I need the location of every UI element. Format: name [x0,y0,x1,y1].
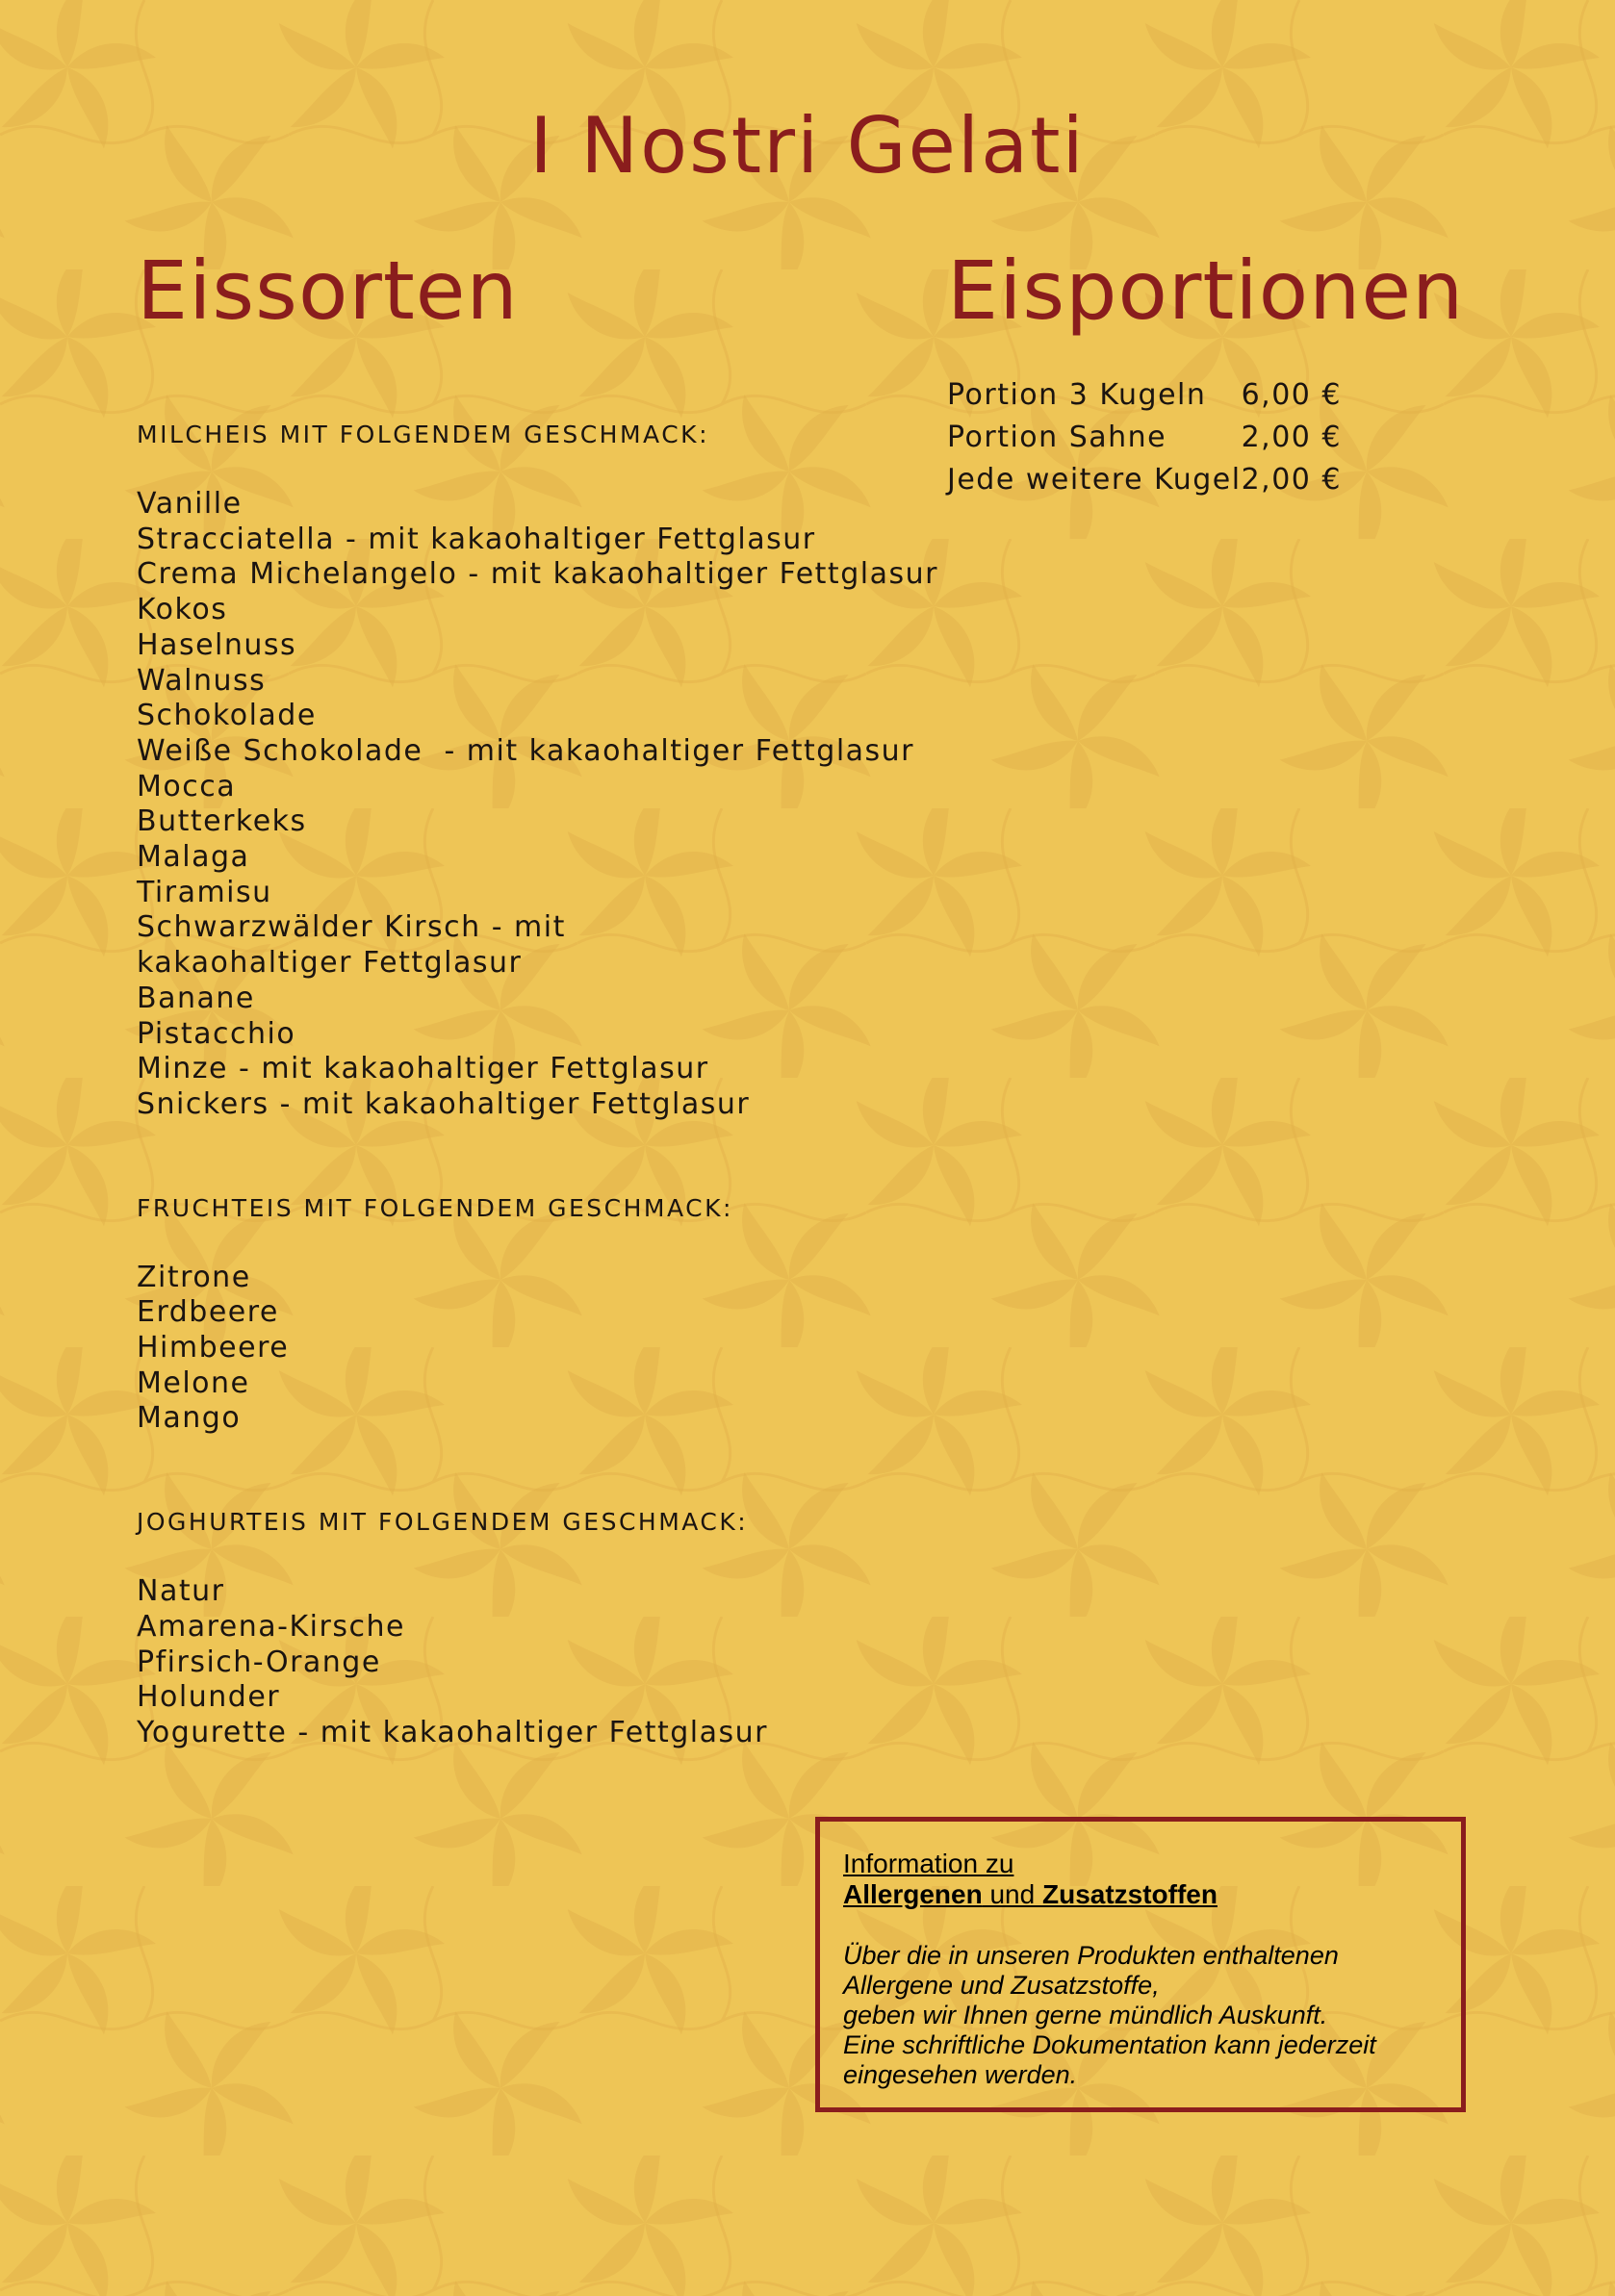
flavor-item: Snickers - mit kakaohaltiger Fettglasur [137,1086,751,1121]
allergen-info-box [815,1817,1466,2112]
info-heading-line2 [843,1879,1438,1910]
info-body-line: Eine schriftliche Dokumentation kann jederzeit [843,2030,1376,2059]
flavor-item: Zitrone [137,1260,251,1294]
flavor-item: Pfirsich-Orange [137,1645,381,1679]
price-row [947,373,1342,416]
section-title: JOGHURTEIS MIT FOLGENDEM GESCHMACK: [137,1508,749,1537]
fruit-ice-items [137,1261,964,1438]
flavor-item: Schokolade [137,699,317,733]
info-body-line: geben wir Ihnen gerne mündlich Auskunft. [843,2001,1328,2029]
flavor-item: Mango [137,1401,242,1436]
fruit-ice-section [137,1193,964,1438]
flavor-item: Crema Michelangelo - mit kakaohaltiger Fettglasur [137,557,938,592]
yogurt-ice-section [137,1507,964,1751]
flavor-item: Weiße Schokolade - mit kakaohaltiger Fettglasur [137,733,915,768]
portion-name: Portion 3 Kugeln [947,377,1207,412]
flavor-item: Banane [137,981,255,1015]
flavors-heading: Eissorten [137,243,519,338]
flavor-item: Kokos [137,593,228,627]
flavor-item: Malaga [137,840,250,875]
portion-name: Portion Sahne [947,420,1167,454]
flavor-item: Melone [137,1365,250,1400]
portions-price-table [947,373,1342,500]
flavor-item: Schwarzwälder Kirsch - mit [137,910,566,945]
flavor-item: Tiramisu [137,875,272,909]
section-title: MILCHEIS MIT FOLGENDEM GESCHMACK: [137,421,709,448]
flavor-item: Himbeere [137,1331,290,1365]
flavor-item: Haselnuss [137,627,297,662]
portion-price: 6,00 € [1241,377,1343,412]
flavor-item: Natur [137,1574,225,1609]
flavor-item: Vanille [137,487,243,521]
flavor-item: Yogurette - mit kakaohaltiger Fettglasur [137,1715,768,1749]
flavor-item: kakaohaltiger Fettglasur [137,946,523,981]
flavor-item: Mocca [137,769,237,804]
price-row [947,416,1342,458]
info-body-line: Allergene und Zusatzstoffe, [843,1971,1160,2000]
flavor-item: Minze - mit kakaohaltiger Fettglasur [137,1052,709,1086]
price-row [947,458,1342,500]
flavor-item: Butterkeks [137,804,307,839]
flavor-item: Holunder [137,1680,281,1715]
and-label: und [982,1879,1042,1909]
flavor-item: Amarena-Kirsche [137,1609,405,1644]
info-heading-line1: Information zu [843,1849,1014,1878]
info-body-line: eingesehen werden. [843,2060,1078,2089]
section-title: FRUCHTEIS MIT FOLGENDEM GESCHMACK: [137,1193,733,1222]
flavor-item: Pistacchio [137,1016,296,1051]
portions-heading: Eisportionen [947,243,1465,338]
additives-label: Zusatzstoffen [1041,1879,1218,1909]
portion-name: Jede weitere Kugel [947,462,1242,497]
flavor-item: Erdbeere [137,1295,279,1330]
info-body-line: Über die in unseren Produkten enthaltenen [843,1941,1339,1970]
milk-ice-section [137,420,964,1123]
flavor-item: Stracciatella - mit kakaohaltiger Fettglasur [137,522,816,556]
milk-ice-items [137,487,964,1123]
flavor-item: Walnuss [137,663,267,698]
portion-price: 2,00 € [1241,462,1343,497]
allergens-label: Allergenen [843,1879,983,1909]
yogurt-ice-items [137,1574,964,1751]
info-body [843,1941,1438,2090]
flavors-list [137,420,964,1751]
page-title: I Nostri Gelati [529,101,1086,191]
portion-price: 2,00 € [1241,420,1343,454]
